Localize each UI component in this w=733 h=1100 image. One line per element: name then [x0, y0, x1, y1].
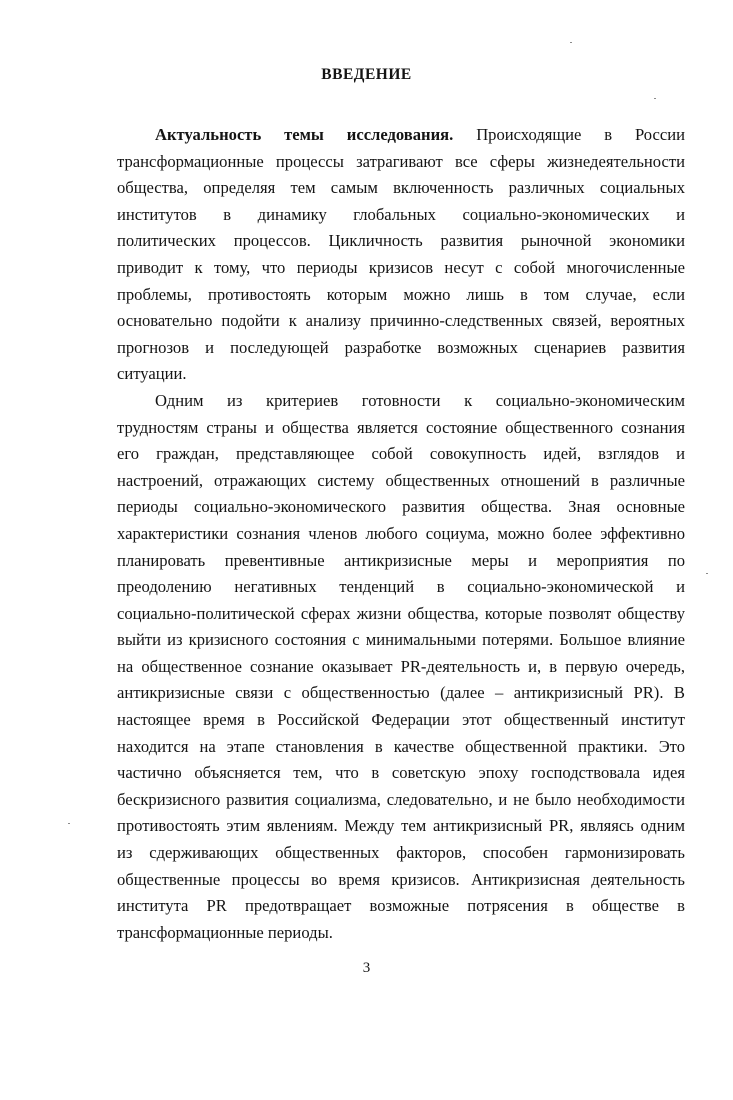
text-line: бескризисного развития социализма, следовательно, и не было необходимости: [117, 789, 685, 809]
scan-speck: [570, 42, 572, 43]
text-line: настоящее время в Российской Федерации этот общественный институт: [117, 710, 685, 730]
text-line: социально-политической сферах жизни общества, которые позволят обществу: [117, 603, 685, 623]
text-line: выйти из кризисного состояния с минимальными потерями. Большое влияние: [117, 630, 685, 650]
text-line: института PR предотвращает возможные потрясения в обществе в: [117, 896, 685, 916]
document-body: [117, 122, 685, 946]
text-line: характеристики сознания членов любого социума, можно более эффективно: [117, 523, 685, 543]
text-line: [117, 122, 685, 149]
text-line: антикризисные связи с общественностью (далее – антикризисный PR). В: [117, 683, 685, 703]
page-number: 3: [362, 960, 371, 976]
scan-speck: [68, 823, 70, 824]
text-line: настроений, отражающих систему общественных отношений в различные: [117, 470, 685, 490]
lead-phrase: Актуальность темы исследования.: [155, 125, 454, 144]
text-line: его граждан, представляющее собой совокупность идей, взглядов и: [117, 444, 685, 464]
text-line: находится на этапе становления в качестве общественной практики. Это: [117, 736, 685, 756]
text-line: общественные процессы во время кризисов. Антикризисная деятельность: [117, 869, 685, 889]
text-line: трансформационные процессы затрагивают все сферы жизнедеятельности: [117, 151, 685, 171]
text-line: частично объясняется тем, что в советскую эпоху господствовала идея: [117, 763, 685, 783]
text-line: приводит к тому, что периоды кризисов несут с собой многочисленные: [117, 257, 685, 277]
line-text: Происходящие в России: [453, 125, 685, 144]
text-line: прогнозов и последующей разработке возможных сценариев развития: [117, 337, 685, 357]
text-line: институтов в динамику глобальных социально-экономических и: [117, 204, 685, 224]
text-line: периоды социально-экономического развития общества. Зная основные: [117, 497, 685, 517]
text-line: проблемы, противостоять которым можно лишь в том случае, если: [117, 284, 685, 304]
text-line: планировать превентивные антикризисные меры и мероприятия по: [117, 550, 685, 570]
text-line: Одним из критериев готовности к социально-экономическим: [155, 390, 685, 410]
text-line: трудностям страны и общества является состояние общественного сознания: [117, 417, 685, 437]
text-line: общества, определяя тем самым включенность различных социальных: [117, 178, 685, 198]
text-line: трансформационные периоды.: [117, 922, 333, 942]
page-heading: ВВЕДЕНИЕ: [321, 66, 412, 83]
text-line: основательно подойти к анализу причинно-следственных связей, вероятных: [117, 311, 685, 331]
text-line: из сдерживающих общественных факторов, способен гармонизировать: [117, 843, 685, 863]
text-line: на общественное сознание оказывает PR-деятельность и, в первую очередь,: [117, 656, 685, 676]
paragraph-criteria: [117, 388, 685, 946]
paragraph-relevance: [117, 122, 685, 388]
scan-speck: [654, 98, 656, 99]
text-line: политических процессов. Цикличность развития рыночной экономики: [117, 231, 685, 251]
text-line: преодолению негативных тенденций в социально-экономической и: [117, 577, 685, 597]
text-line: противостоять этим явлениям. Между тем антикризисный PR, являясь одним: [117, 816, 685, 836]
text-line: ситуации.: [117, 364, 187, 384]
scan-speck: [706, 573, 708, 574]
